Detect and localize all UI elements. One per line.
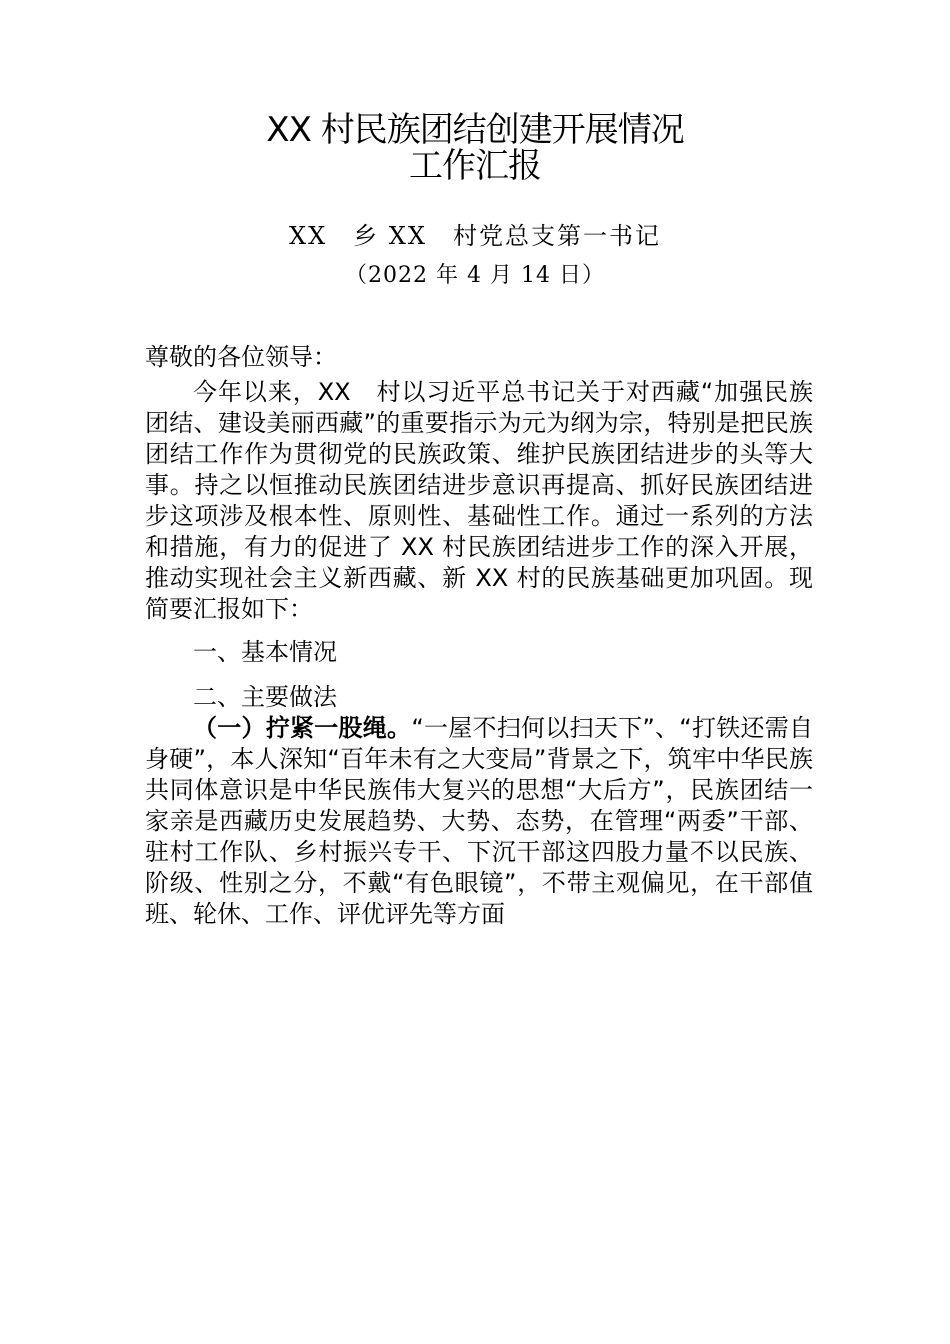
subsection-text: “一屋不扫何以扫天下”、“打铁还需自身硬”，本人深知“百年未有之大变局”背景之下，筑牢中华民族共同体意识是中华民族伟大复兴的思想“大后方”，民族团结一家亲是西藏历史发展趋势、大势、态势，在管理“两委”干部、驻村工作队、乡村振兴专干、下沉干部这四股力量不以民族、阶级、性别之分，不戴“有色眼镜”，不带主观偏见，在干部值班、轮休、工作、评优评先等方面	[145, 714, 814, 928]
document-body	[145, 342, 813, 930]
subsection-paragraph-1	[145, 713, 813, 930]
author-line: XX 乡 XX 村党总支第一书记	[289, 222, 661, 250]
intro-paragraph: 今年以来，XX 村以习近平总书记关于对西藏“加强民族团结、建设美丽西藏”的重要指示为元为纲为宗，特别是把民族团结工作作为贯彻党的民族政策、维护民族团结进步的头等大事。持之以恒推动民族团结进步意识再提高、抓好民族团结进步这项涉及根本性、原则性、基础性工作。通过一系列的方法和措施，有力的促进了 XX 村民族团结进步工作的深入开展，推动实现社会主义新西藏、新 XX 村的民族基础更加巩固。现简要汇报如下：	[145, 378, 813, 623]
title-line-2: 工作汇报	[409, 146, 541, 186]
document-title	[0, 112, 950, 184]
section-heading-practices: 二、主要做法	[193, 683, 337, 711]
title-line-1: XX 村民族团结创建开展情况	[266, 110, 684, 150]
section-heading-basic: 一、基本情况	[193, 638, 337, 666]
subsection-lead: （一）拧紧一股绳。	[193, 714, 412, 742]
salutation: 尊敬的各位领导：	[145, 343, 337, 371]
date-line: （2022 年 4 月 14 日）	[345, 263, 605, 288]
